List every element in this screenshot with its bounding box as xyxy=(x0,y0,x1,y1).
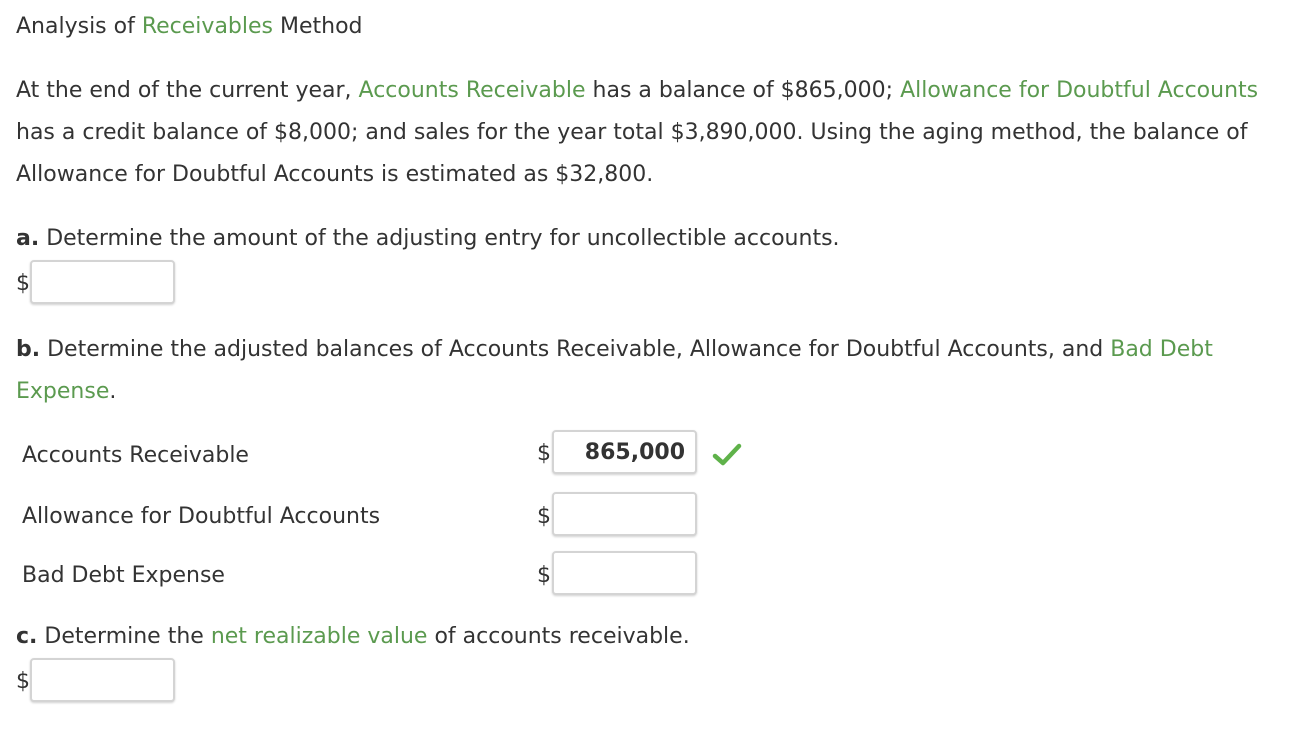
allowance-label: Allowance for Doubtful Accounts xyxy=(22,504,381,529)
question-a-letter: a. xyxy=(16,226,40,251)
intro-text-1: At the end of the current year, xyxy=(16,78,359,103)
question-b xyxy=(16,329,1278,413)
net-realizable-value-input[interactable] xyxy=(30,658,175,702)
question-c-currency: $ xyxy=(16,669,30,694)
allowance-input[interactable] xyxy=(552,492,697,536)
bad-debt-expense-label: Bad Debt Expense xyxy=(22,563,225,588)
question-a-currency: $ xyxy=(16,271,30,296)
accounts-receivable-label: Accounts Receivable xyxy=(22,443,249,468)
allowance-currency: $ xyxy=(537,504,551,529)
accounts-receivable-input[interactable] xyxy=(552,430,697,474)
bad-debt-expense-currency: $ xyxy=(537,563,551,588)
correct-check-icon xyxy=(712,443,742,467)
question-b-letter: b. xyxy=(16,337,41,362)
question-c-letter: c. xyxy=(16,624,38,649)
question-a-text: Determine the amount of the adjusting entry for uncollectible accounts. xyxy=(39,226,840,251)
question-c-text-2: of accounts receivable. xyxy=(427,624,690,649)
question-b-end: . xyxy=(109,379,117,404)
question-c-text-1: Determine the xyxy=(37,624,211,649)
title-text-end: Method xyxy=(273,14,363,39)
accounts-receivable-currency: $ xyxy=(537,441,551,466)
allowance-doubtful-accounts-link[interactable]: Allowance for Doubtful Accounts xyxy=(900,78,1259,103)
intro-text-3: has a credit balance of $8,000; and sales for the year total $3,890,000. Using the aging method, the balance of Allowance for Doubtful Accounts is estimated as $32,800. xyxy=(16,120,1248,187)
problem-statement xyxy=(16,70,1278,196)
bad-debt-expense-link[interactable]: Bad Debt Expense xyxy=(16,337,1213,404)
page-title xyxy=(16,12,363,42)
intro-text-2: has a balance of $865,000; xyxy=(585,78,901,103)
accounts-receivable-link[interactable]: Accounts Receivable xyxy=(358,78,586,103)
question-b-text: Determine the adjusted balances of Accounts Receivable, Allowance for Doubtful Accounts, and xyxy=(40,337,1111,362)
question-c xyxy=(16,616,690,658)
bad-debt-expense-input[interactable] xyxy=(552,551,697,595)
net-realizable-value-link[interactable]: net realizable value xyxy=(210,624,428,649)
title-text: Analysis of xyxy=(16,14,142,39)
receivables-link[interactable]: Receivables xyxy=(141,14,273,39)
adjusting-entry-input[interactable] xyxy=(30,260,175,304)
question-a xyxy=(16,218,840,260)
